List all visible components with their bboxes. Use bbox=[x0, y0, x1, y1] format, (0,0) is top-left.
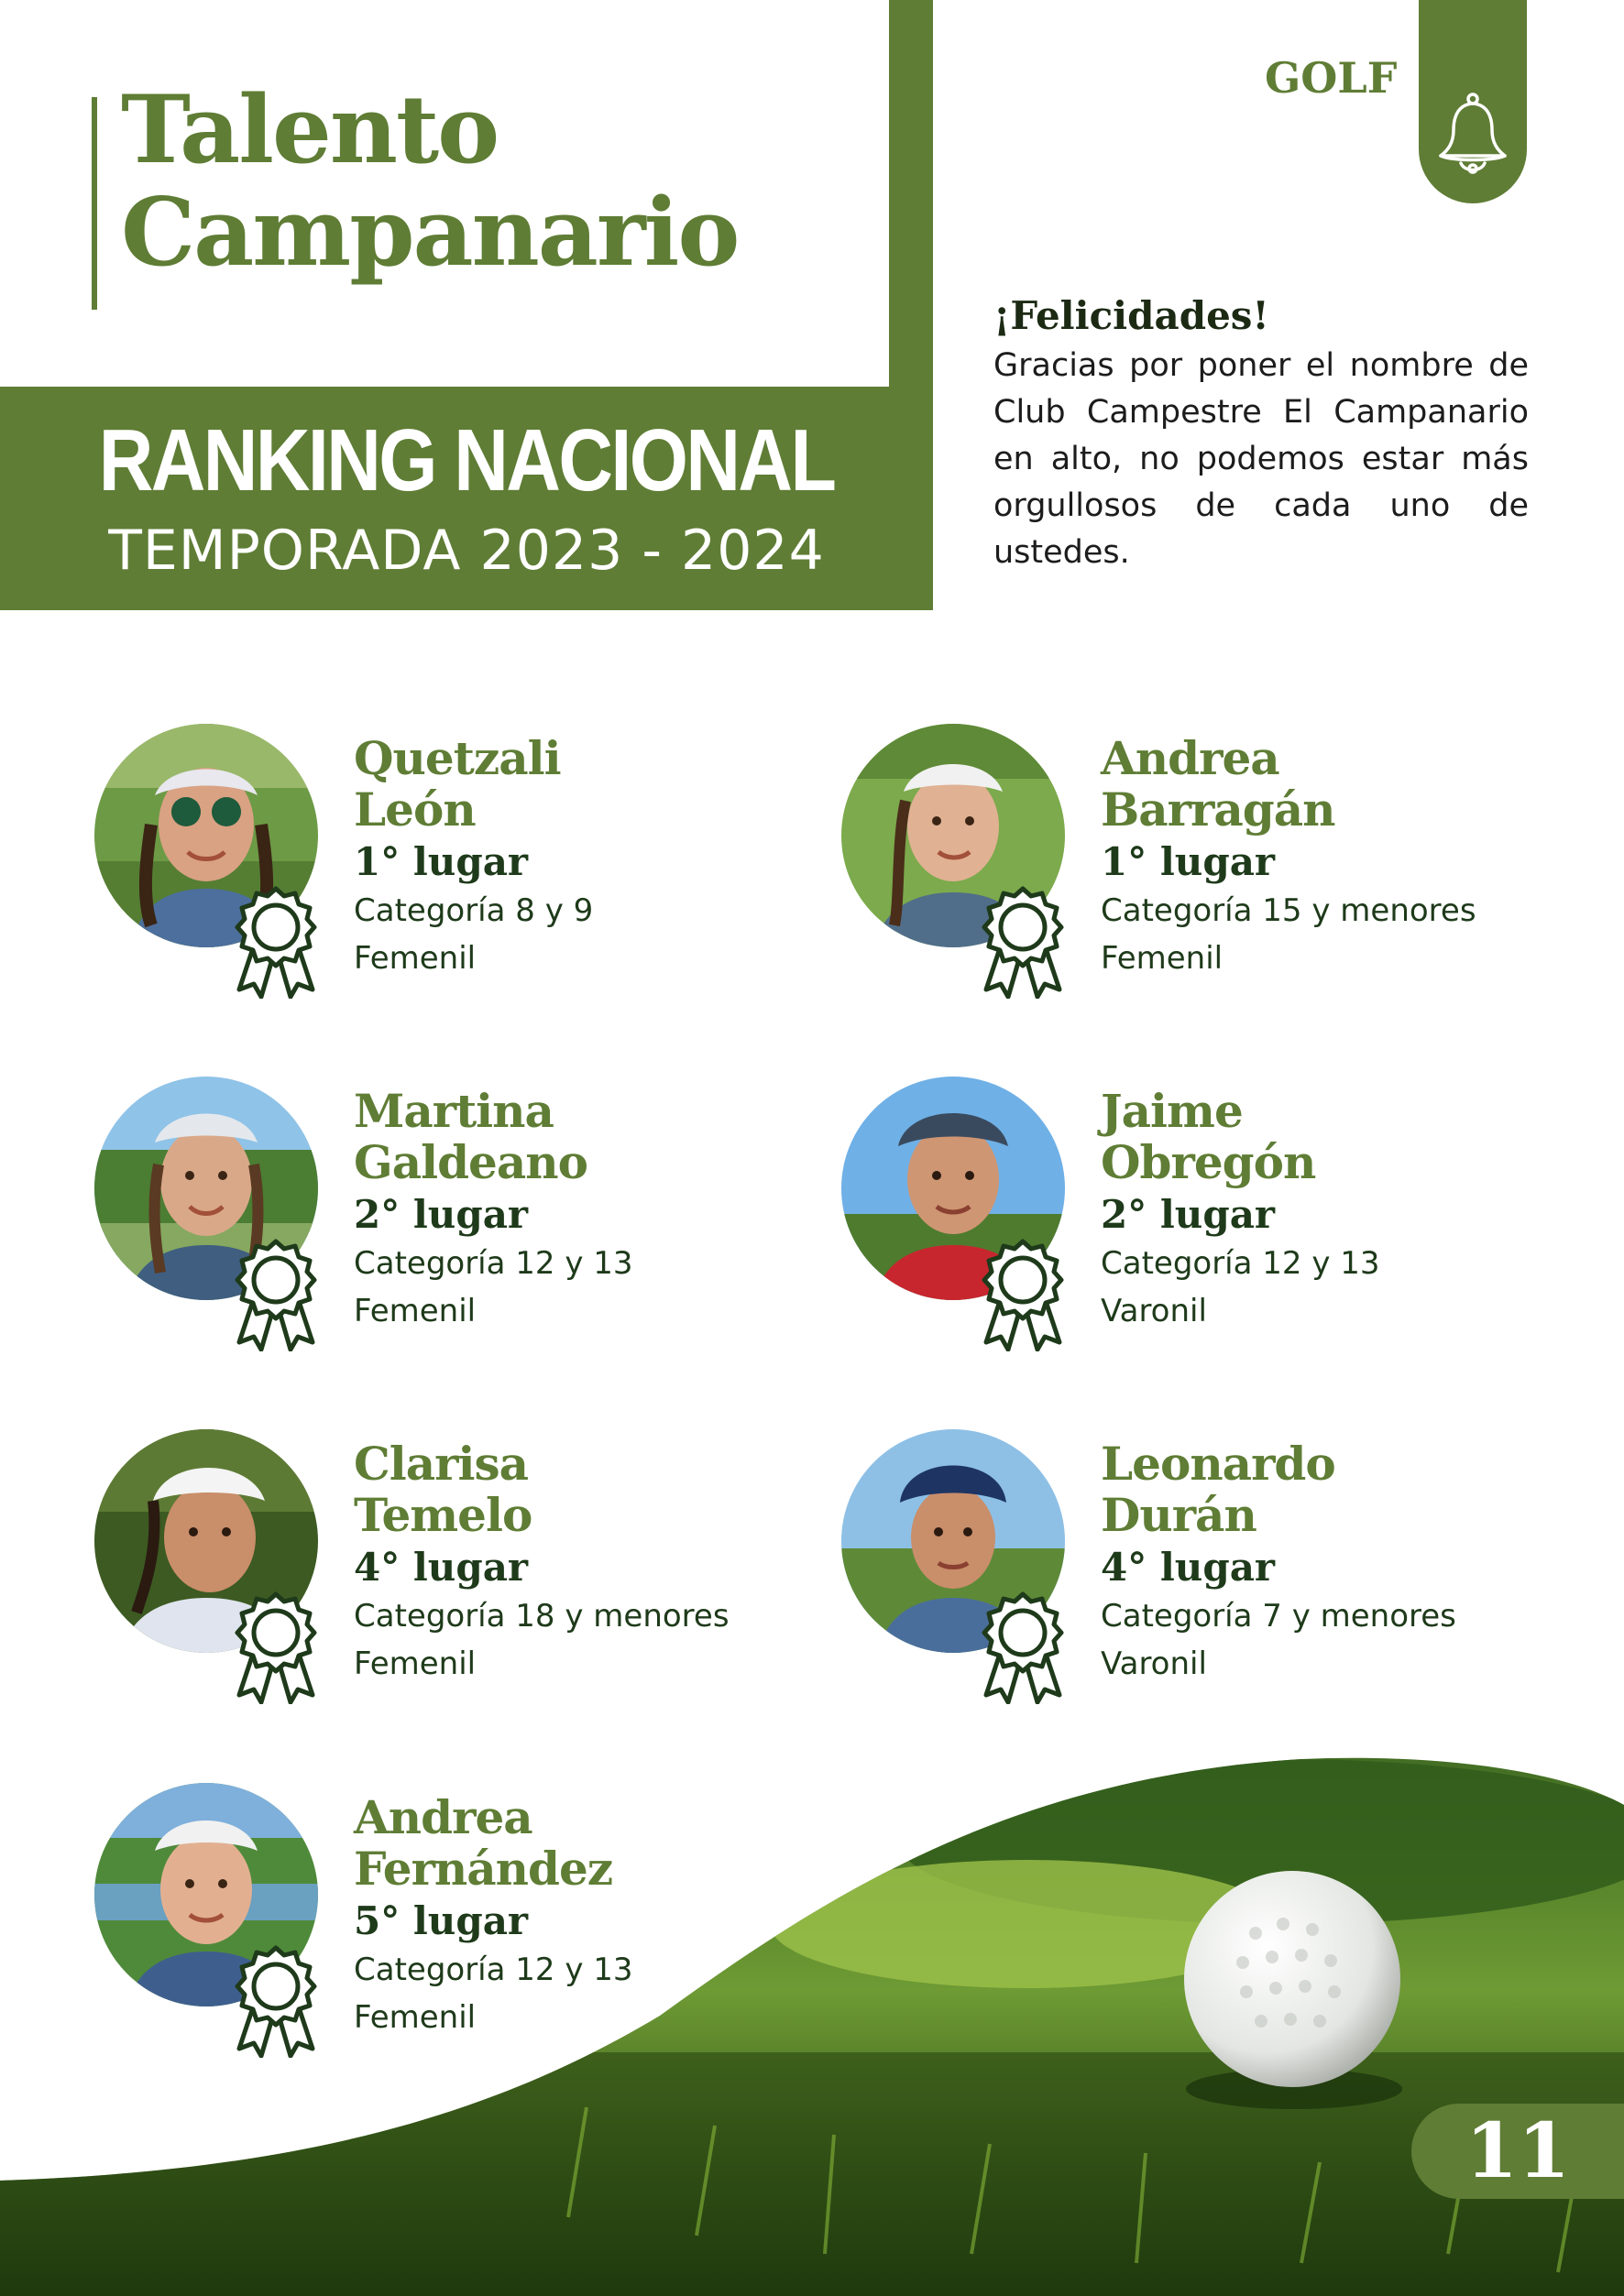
winner-name bbox=[354, 1792, 830, 1895]
winner-info bbox=[354, 1792, 830, 2041]
winner-category: Categoría 15 y menores bbox=[1101, 892, 1476, 929]
winner-last-name: Temelo bbox=[354, 1488, 532, 1542]
winner-name bbox=[1101, 1438, 1577, 1541]
award-ribbon-icon bbox=[981, 885, 1065, 999]
section-label: GOLF bbox=[1265, 53, 1398, 103]
winner-card bbox=[94, 724, 846, 999]
winner-gender: Varonil bbox=[1101, 1645, 1207, 1682]
winner-category: Categoría 12 y 13 bbox=[354, 1952, 633, 1988]
winner-card bbox=[94, 1077, 846, 1351]
winner-category: Categoría 8 y 9 bbox=[354, 892, 594, 929]
winner-card bbox=[94, 1783, 846, 2058]
winner-info bbox=[354, 733, 830, 982]
winner-first-name: Leonardo bbox=[1101, 1437, 1335, 1491]
winner-category: Categoría 18 y menores bbox=[354, 1598, 730, 1635]
bell-icon bbox=[1433, 88, 1512, 180]
winner-card bbox=[94, 1429, 846, 1704]
section-tab bbox=[1419, 0, 1527, 203]
winner-info bbox=[1101, 1086, 1577, 1335]
title-line-1: Talento bbox=[121, 75, 499, 185]
winner-info bbox=[1101, 1438, 1577, 1688]
winner-gender: Femenil bbox=[354, 1293, 477, 1329]
winner-place: 2° lugar bbox=[1101, 1192, 1276, 1237]
winner-info bbox=[354, 1438, 830, 1688]
winner-gender: Femenil bbox=[354, 1999, 477, 2036]
award-ribbon-icon bbox=[234, 885, 318, 999]
winner-gender: Femenil bbox=[354, 1645, 477, 1682]
winner-first-name: Quetzali bbox=[354, 731, 561, 785]
winner-first-name: Jaime bbox=[1101, 1084, 1243, 1138]
congrats-heading: ¡Felicidades! bbox=[993, 293, 1269, 338]
winner-first-name: Andrea bbox=[354, 1790, 532, 1844]
award-ribbon-icon bbox=[234, 1238, 318, 1351]
winner-gender: Femenil bbox=[354, 940, 477, 977]
winner-name bbox=[354, 1086, 830, 1188]
award-ribbon-icon bbox=[981, 1238, 1065, 1351]
winner-gender: Femenil bbox=[1101, 940, 1223, 977]
winner-place: 4° lugar bbox=[354, 1545, 529, 1590]
winner-name bbox=[1101, 733, 1577, 836]
winner-gender: Varonil bbox=[1101, 1293, 1207, 1329]
winner-name bbox=[354, 1438, 830, 1541]
winner-place: 1° lugar bbox=[354, 839, 529, 884]
winner-name bbox=[1101, 1086, 1577, 1188]
winner-last-name: Barragán bbox=[1101, 782, 1335, 836]
title-line-2: Campanario bbox=[121, 178, 739, 288]
award-ribbon-icon bbox=[234, 1591, 318, 1704]
winner-info bbox=[354, 1086, 830, 1335]
winner-card bbox=[841, 1077, 1593, 1351]
congrats-body: Gracias por poner el nombre de Club Campestre El Campanario en alto, no podemos estar más orgullosos de cada uno de ustedes. bbox=[993, 347, 1529, 571]
winner-last-name: Fernández bbox=[354, 1842, 613, 1896]
winner-first-name: Andrea bbox=[1101, 731, 1279, 785]
winner-category: Categoría 7 y menores bbox=[1101, 1598, 1456, 1635]
winner-card bbox=[841, 724, 1593, 999]
award-ribbon-icon bbox=[981, 1591, 1065, 1704]
page-number: 11 bbox=[1411, 2104, 1624, 2199]
page-title bbox=[121, 75, 739, 288]
winner-place: 1° lugar bbox=[1101, 839, 1276, 884]
winner-place: 4° lugar bbox=[1101, 1545, 1276, 1590]
winner-place: 2° lugar bbox=[354, 1192, 529, 1237]
winner-category: Categoría 12 y 13 bbox=[354, 1245, 633, 1282]
winner-info bbox=[1101, 733, 1577, 982]
winner-first-name: Martina bbox=[354, 1084, 554, 1138]
award-ribbon-icon bbox=[234, 1944, 318, 2058]
ranking-title: RANKING NACIONAL bbox=[98, 411, 835, 509]
title-rule bbox=[92, 97, 97, 310]
winner-last-name: Durán bbox=[1101, 1488, 1256, 1542]
winner-card bbox=[841, 1429, 1593, 1704]
winner-last-name: León bbox=[354, 782, 476, 836]
season-subtitle: TEMPORADA 2023 - 2024 bbox=[108, 519, 825, 583]
winner-category: Categoría 12 y 13 bbox=[1101, 1245, 1380, 1282]
winner-first-name: Clarisa bbox=[354, 1437, 529, 1491]
winner-name bbox=[354, 733, 830, 836]
winner-last-name: Obregón bbox=[1101, 1135, 1316, 1189]
winner-last-name: Galdeano bbox=[354, 1135, 587, 1189]
winner-place: 5° lugar bbox=[354, 1898, 529, 1943]
